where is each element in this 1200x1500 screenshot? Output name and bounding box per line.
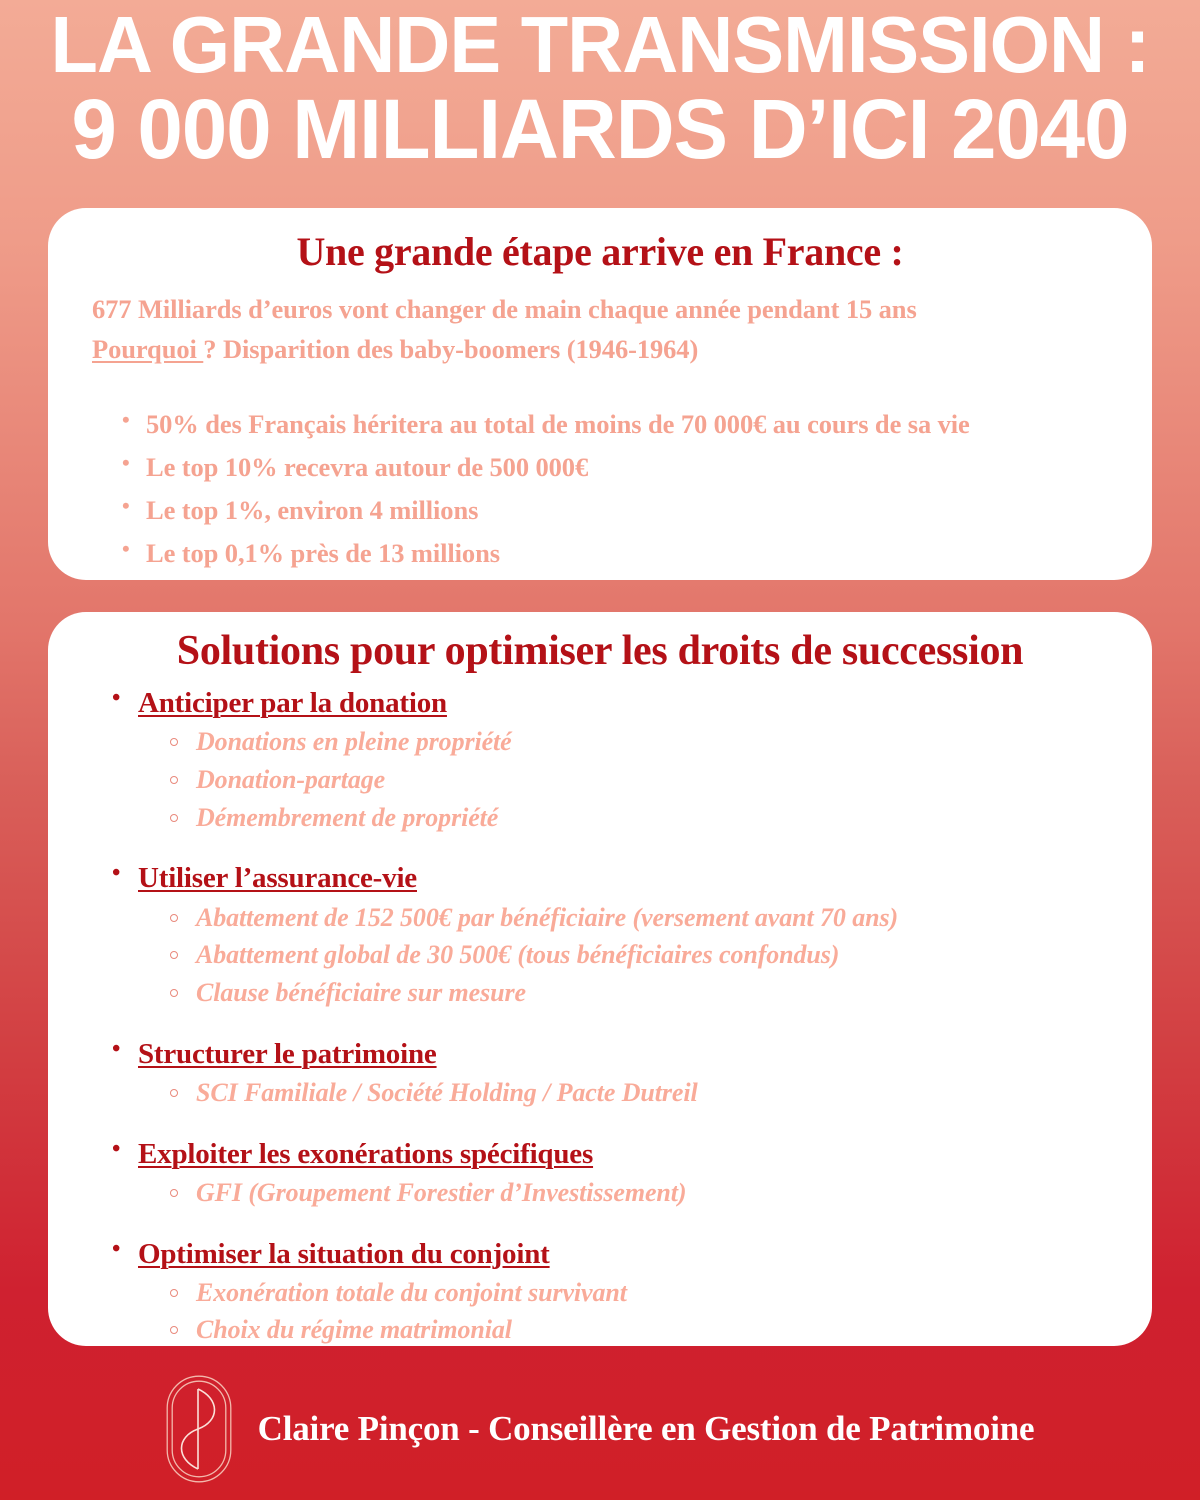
list-item bbox=[110, 685, 1126, 836]
solution-heading: • Exploiter les exonérations spécifiques bbox=[110, 1136, 1126, 1172]
stats-card bbox=[48, 208, 1152, 580]
stats-bullet-list bbox=[74, 403, 1126, 575]
list-item bbox=[110, 860, 1126, 1011]
solution-sublist bbox=[110, 1074, 1126, 1112]
solution-heading: • Utiliser l’assurance-vie bbox=[110, 860, 1126, 896]
list-item: Abattement global de 30 500€ (tous bénéficiaires confondus) bbox=[168, 936, 1126, 974]
pourquoi-emphasis: Pourquoi bbox=[92, 334, 204, 365]
list-item: • Le top 0,1% près de 13 millions bbox=[122, 532, 1126, 575]
solutions-card bbox=[48, 612, 1152, 1346]
list-item: Clause bénéficiaire sur mesure bbox=[168, 974, 1126, 1012]
solutions-list bbox=[74, 685, 1126, 1349]
list-item: • Le top 10% recevra autour de 500 000€ bbox=[122, 446, 1126, 489]
list-item bbox=[110, 1036, 1126, 1112]
solution-sublist bbox=[110, 899, 1126, 1012]
list-item bbox=[110, 1236, 1126, 1350]
solution-sublist bbox=[110, 1174, 1126, 1212]
list-item: GFI (Groupement Forestier d’Investissement) bbox=[168, 1174, 1126, 1212]
solutions-card-heading: Solutions pour optimiser les droits de succession bbox=[176, 628, 1024, 674]
list-item: • 50% des Français héritera au total de moins de 70 000€ au cours de sa vie bbox=[122, 403, 1126, 446]
monogram-p-logo-icon bbox=[166, 1375, 232, 1483]
list-item: • Le top 1%, environ 4 millions bbox=[122, 489, 1126, 532]
footer-credit-text: Claire Pinçon - Conseillère en Gestion de Patrimoine bbox=[257, 1409, 1035, 1448]
solution-heading: • Optimiser la situation du conjoint bbox=[110, 1236, 1126, 1272]
list-item: Donations en pleine propriété bbox=[168, 723, 1126, 761]
solution-heading: • Anticiper par la donation bbox=[110, 685, 1126, 721]
list-item: Donation-partage bbox=[168, 761, 1126, 799]
list-item: SCI Familiale / Société Holding / Pacte Dutreil bbox=[168, 1074, 1126, 1112]
list-item: Abattement de 152 500€ par bénéficiaire (versement avant 70 ans) bbox=[168, 899, 1126, 937]
solution-sublist bbox=[110, 723, 1126, 836]
stats-lead-line-2 bbox=[92, 329, 1126, 369]
stats-lead-line-1: 677 Milliards d’euros vont changer de main chaque année pendant 15 ans bbox=[92, 293, 917, 324]
pourquoi-rest: ? Disparition des baby-boomers (1946-1964) bbox=[203, 334, 699, 365]
solution-heading: • Structurer le patrimoine bbox=[110, 1036, 1126, 1072]
list-item bbox=[110, 1136, 1126, 1212]
list-item: Choix du régime matrimonial bbox=[168, 1311, 1126, 1349]
solution-sublist bbox=[110, 1274, 1126, 1349]
poster-title bbox=[0, 0, 1200, 177]
footer bbox=[0, 1358, 1200, 1500]
title-line-2: 9 000 MILLIARDS D’ICI 2040 bbox=[71, 82, 1129, 177]
stats-card-heading: Une grande étape arrive en France : bbox=[296, 229, 904, 274]
title-line-1: LA GRANDE TRANSMISSION : bbox=[50, 0, 1150, 89]
list-item: Exonération totale du conjoint survivant bbox=[168, 1274, 1126, 1312]
list-item: Démembrement de propriété bbox=[168, 799, 1126, 837]
